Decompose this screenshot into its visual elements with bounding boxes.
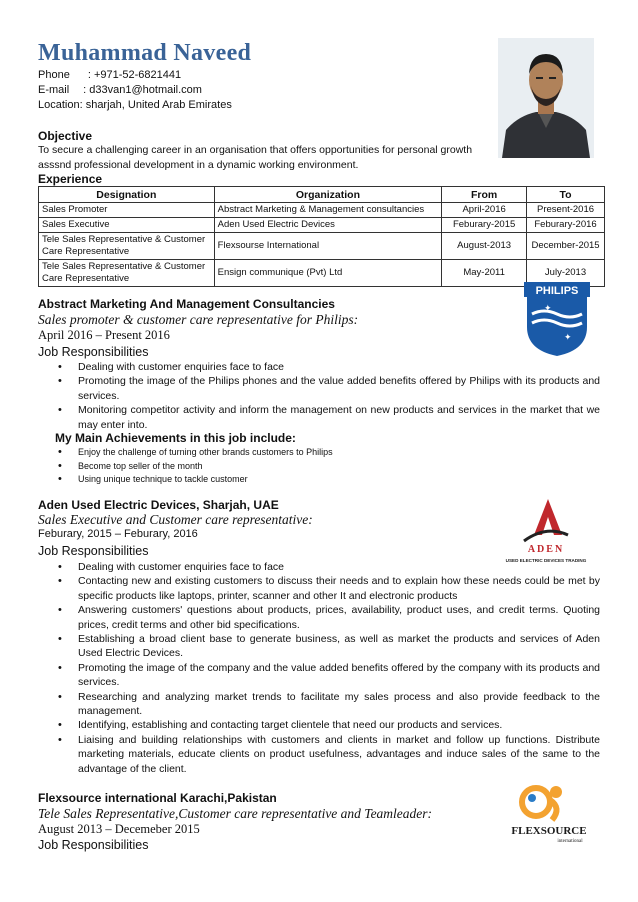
email-line: E-mail : d33van1@hotmail.com <box>38 84 202 96</box>
email-value: d33van1@hotmail.com <box>89 84 202 96</box>
email-label: E-mail <box>38 84 70 96</box>
job1-responsibilities <box>58 360 600 432</box>
phone-label: Phone <box>38 69 70 81</box>
experience-title: Experience <box>38 172 103 186</box>
objective-title: Objective <box>38 129 93 143</box>
candidate-name: Muhammad Naveed <box>38 40 252 66</box>
experience-table <box>38 186 605 287</box>
flexsource-logo-subtext: international <box>557 839 583 844</box>
list-item: • Promoting the image of the Philips phones and the value added benefits offered by Philips with its products and services. <box>58 374 600 403</box>
job1-resp-title: Job Responsibilities <box>38 345 149 359</box>
phone-line: Phone : +971-52-6821441 <box>38 69 182 81</box>
job2-dates: Feburary, 2015 – Feburary, 2016 <box>38 528 198 540</box>
list-item: • Become top seller of the month <box>58 460 600 474</box>
job1-achievements-title: My Main Achievements in this job include: <box>55 431 296 445</box>
profile-photo <box>498 38 594 158</box>
list-item: • Dealing with customer enquiries face to face <box>58 560 600 574</box>
aden-logo-subtext: USED ELECTRIC DEVICES TRADING <box>505 558 587 563</box>
job3-company: Flexsource international Karachi,Pakistan <box>38 791 277 805</box>
list-item: • Answering customers' questions about products, prices, availability, product uses, and credit terms. Quoting prices, credit terms and other bid specifications. <box>58 603 600 632</box>
table-header-row <box>39 187 605 203</box>
svg-text:✦: ✦ <box>564 332 572 342</box>
job3-role: Tele Sales Representative,Customer care representative and Teamleader: <box>38 806 433 821</box>
header-organization: Organization <box>214 187 442 203</box>
flexsource-logo-text: FLEXSOURCE <box>511 825 587 837</box>
cell-organization: Ensign communique (Pvt) Ltd <box>214 260 442 287</box>
table-row <box>39 260 605 287</box>
cell-to: July-2013 <box>527 260 605 287</box>
flexsource-logo <box>506 778 592 844</box>
aden-logo-text: ADEN <box>527 544 565 555</box>
job2-role: Sales Executive and Customer care representative: <box>38 512 313 527</box>
header-designation: Designation <box>39 187 215 203</box>
cell-organization: Aden Used Electric Devices <box>214 218 442 233</box>
cell-from: August-2013 <box>442 233 527 260</box>
table-row <box>39 233 605 260</box>
list-item: • Enjoy the challenge of turning other brands customers to Philips <box>58 446 600 460</box>
header-to: To <box>527 187 605 203</box>
job1-company: Abstract Marketing And Management Consultancies <box>38 297 335 311</box>
list-item: • Identifying, establishing and contacting target clientele that need our products and services. <box>58 718 600 732</box>
job3-dates: August 2013 – Decemeber 2015 <box>38 822 200 836</box>
philips-logo <box>524 282 590 357</box>
job2-company: Aden Used Electric Devices, Sharjah, UAE <box>38 498 279 512</box>
job1-role: Sales promoter & customer care representative for Philips: <box>38 312 359 327</box>
cell-organization: Abstract Marketing & Management consultancies <box>214 203 442 218</box>
list-item: • Researching and analyzing market trends to facilitate my sales process and also provide feedback to the management. <box>58 690 600 719</box>
table-row <box>39 203 605 218</box>
cell-from: April-2016 <box>442 203 527 218</box>
cell-to: Present-2016 <box>527 203 605 218</box>
job2-responsibilities <box>58 560 600 776</box>
list-item: • Monitoring competitor activity and inform the management on new products and services in the market that we may enter into. <box>58 403 600 432</box>
location-line: Location: sharjah, United Arab Emirates <box>38 99 232 111</box>
list-item: • Using unique technique to tackle customer <box>58 473 600 487</box>
cell-designation: Tele Sales Representative & Customer Care Representative <box>39 260 215 287</box>
list-item: • Dealing with customer enquiries face to face <box>58 360 600 374</box>
cell-designation: Tele Sales Representative & Customer Care Representative <box>39 233 215 260</box>
objective-text: To secure a challenging career in an organisation that offers opportunities for personal growth asssnd professional development in a dynamic working environment. <box>38 144 473 171</box>
table-row <box>39 218 605 233</box>
aden-logo <box>496 495 596 565</box>
cell-designation: Sales Executive <box>39 218 215 233</box>
job2-resp-title: Job Responsibilities <box>38 544 149 558</box>
cell-from: May-2011 <box>442 260 527 287</box>
svg-text:✦: ✦ <box>544 303 552 313</box>
cell-from: Feburary-2015 <box>442 218 527 233</box>
list-item: • Liaising and building relationships with customers and clients in market and follow up functions. Distribute marketing materials, educate clients on product usefulness, advantages and induce sales of the same to the advantage of the client. <box>58 733 600 776</box>
header-from: From <box>442 187 527 203</box>
list-item: • Contacting new and existing customers to discuss their needs and to explain how these needs could be met by specific products like laptops, printer, scanner and other It and electronic products <box>58 574 600 603</box>
philips-logo-text: PHILIPS <box>535 285 579 297</box>
cell-to: Feburary-2016 <box>527 218 605 233</box>
cell-designation: Sales Promoter <box>39 203 215 218</box>
phone-value: +971-52-6821441 <box>93 69 182 81</box>
list-item: • Promoting the image of the company and the value added benefits offered by the company with its products and services. <box>58 661 600 690</box>
job3-resp-title: Job Responsibilities <box>38 838 149 852</box>
cell-organization: Flexsourse International <box>214 233 442 260</box>
job1-achievements <box>58 446 600 487</box>
cell-to: December-2015 <box>527 233 605 260</box>
job1-dates: April 2016 – Present 2016 <box>38 328 170 342</box>
list-item: • Establishing a broad client base to generate business, as well as market the products and services of Aden Used Electric Devices. <box>58 632 600 661</box>
